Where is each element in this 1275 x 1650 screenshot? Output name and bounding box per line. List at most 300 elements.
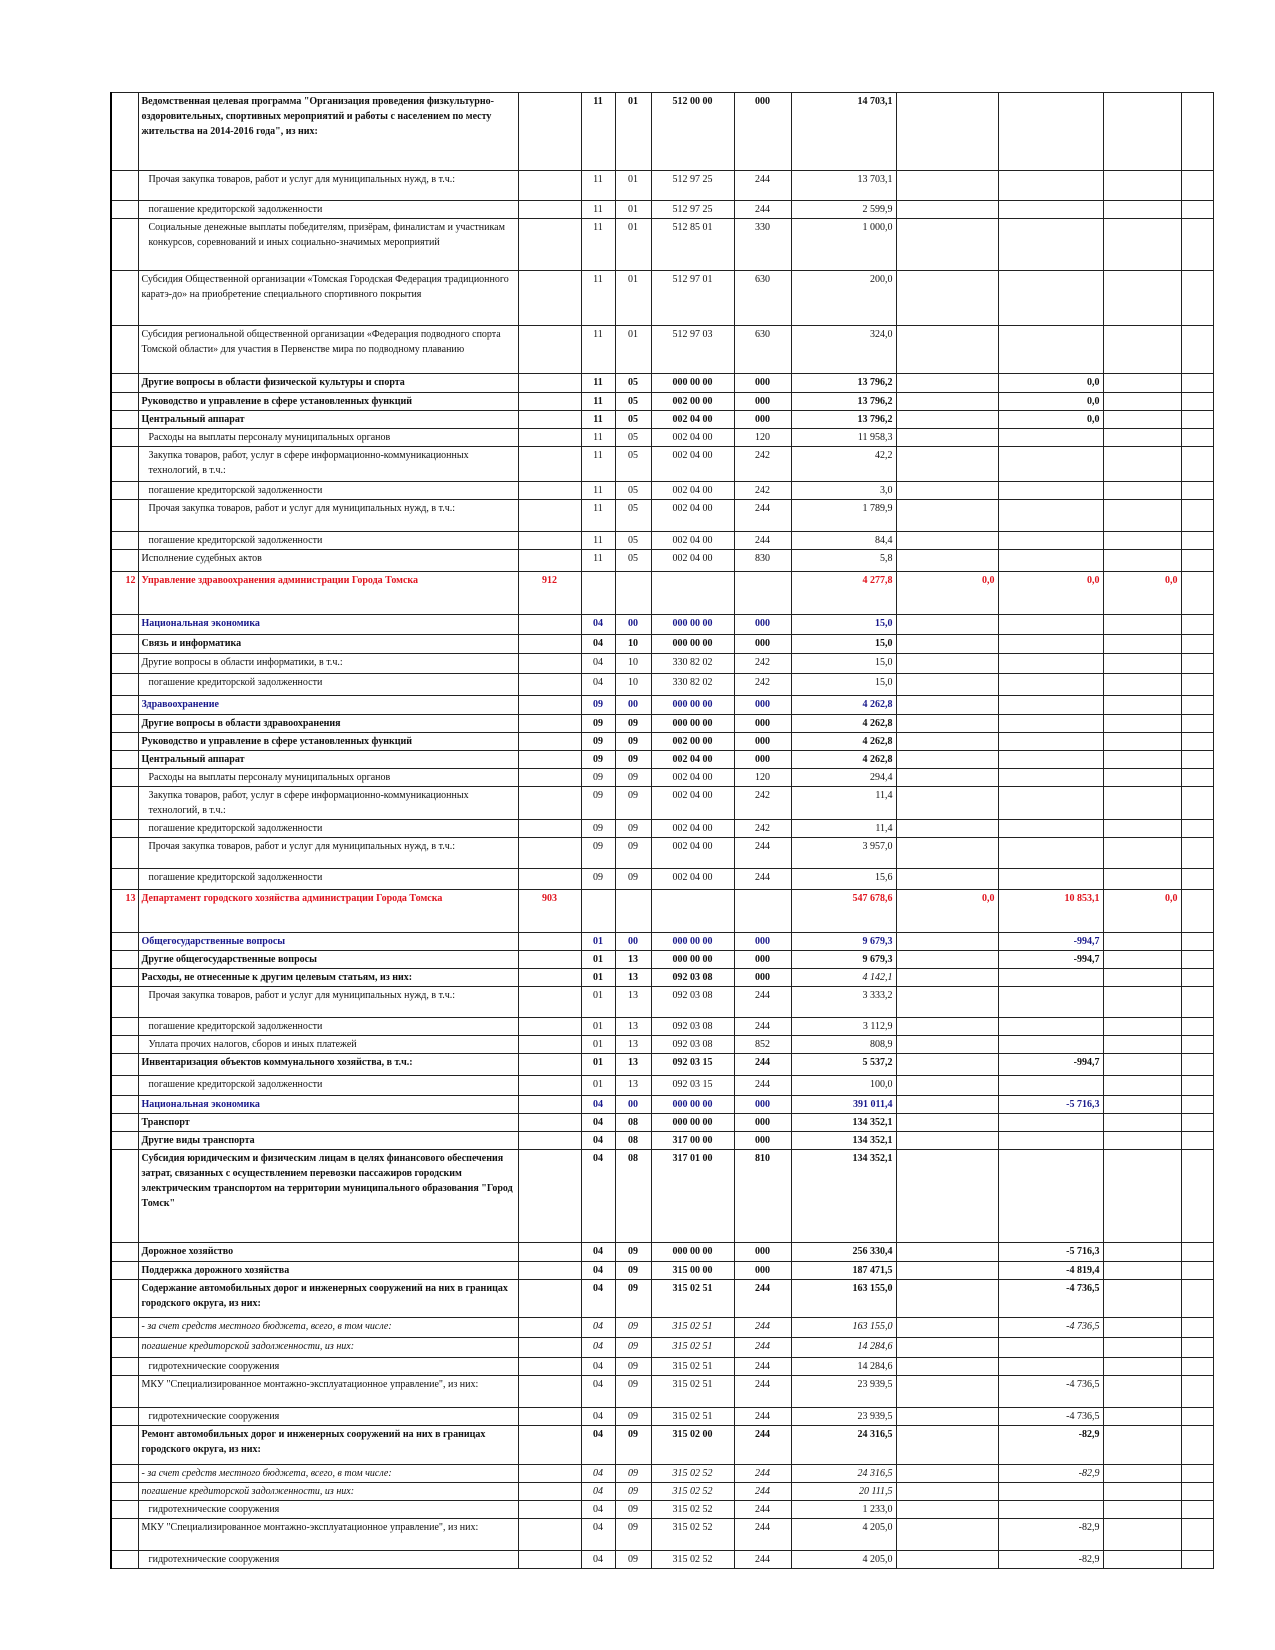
target-code: 315 02 51 [651, 1318, 734, 1338]
change-col-1 [896, 393, 998, 411]
subsection-code: 09 [615, 733, 651, 751]
table-row [111, 1338, 1213, 1358]
item-name: гидротехнические сооружения [138, 1501, 518, 1519]
item-name: Другие виды транспорта [138, 1132, 518, 1150]
item-name: Здравоохранение [138, 696, 518, 715]
change-col-2: -5 716,3 [998, 1243, 1103, 1262]
target-code: 002 04 00 [651, 500, 734, 532]
row-number [111, 1150, 138, 1243]
extra-col [1181, 951, 1213, 969]
change-col-1 [896, 532, 998, 550]
dept-code [518, 500, 581, 532]
subsection-code: 13 [615, 1036, 651, 1054]
extra-col [1181, 271, 1213, 326]
expense-type: 000 [734, 1243, 791, 1262]
row-number [111, 219, 138, 271]
subsection-code: 09 [615, 1376, 651, 1408]
expense-type: 000 [734, 1096, 791, 1114]
row-number: 13 [111, 890, 138, 933]
row-number [111, 1018, 138, 1036]
table-row [111, 635, 1213, 654]
change-col-1 [896, 1338, 998, 1358]
item-name: гидротехнические сооружения [138, 1551, 518, 1569]
section-code: 04 [581, 1483, 615, 1501]
change-col-3 [1103, 550, 1181, 572]
change-col-3 [1103, 838, 1181, 869]
subsection-code: 09 [615, 1262, 651, 1280]
amount: 5 537,2 [791, 1054, 896, 1076]
amount: 5,8 [791, 550, 896, 572]
dept-code [518, 696, 581, 715]
change-col-2 [998, 429, 1103, 447]
expense-type [734, 572, 791, 615]
row-number [111, 1318, 138, 1338]
change-col-2 [998, 500, 1103, 532]
row-number [111, 171, 138, 201]
change-col-2 [998, 1076, 1103, 1096]
change-col-2 [998, 733, 1103, 751]
dept-code [518, 635, 581, 654]
amount: 4 205,0 [791, 1519, 896, 1551]
subsection-code: 09 [615, 715, 651, 733]
change-col-1 [896, 1018, 998, 1036]
change-col-2: -4 736,5 [998, 1280, 1103, 1318]
item-name: Руководство и управление в сфере установленных функций [138, 393, 518, 411]
section-code: 04 [581, 615, 615, 635]
target-code: 000 00 00 [651, 1114, 734, 1132]
section-code: 09 [581, 769, 615, 787]
row-number: 12 [111, 572, 138, 615]
subsection-code: 10 [615, 674, 651, 696]
amount: 324,0 [791, 326, 896, 374]
amount: 84,4 [791, 532, 896, 550]
change-col-2 [998, 987, 1103, 1018]
section-code: 09 [581, 733, 615, 751]
target-code: 002 04 00 [651, 751, 734, 769]
amount: 134 352,1 [791, 1114, 896, 1132]
item-name: Закупка товаров, работ, услуг в сфере информационно-коммуникационных технологий, в т.ч.: [138, 447, 518, 482]
dept-code [518, 271, 581, 326]
item-name: погашение кредиторской задолженности [138, 674, 518, 696]
change-col-3 [1103, 532, 1181, 550]
target-code: 002 04 00 [651, 447, 734, 482]
extra-col [1181, 615, 1213, 635]
item-name: гидротехнические сооружения [138, 1408, 518, 1426]
row-number [111, 838, 138, 869]
change-col-3 [1103, 1551, 1181, 1569]
target-code: 002 04 00 [651, 550, 734, 572]
item-name: погашение кредиторской задолженности [138, 1018, 518, 1036]
expense-type: 244 [734, 1054, 791, 1076]
change-col-3 [1103, 219, 1181, 271]
dept-code [518, 1501, 581, 1519]
target-code: 000 00 00 [651, 615, 734, 635]
section-code: 11 [581, 271, 615, 326]
change-col-3 [1103, 654, 1181, 674]
change-col-2 [998, 201, 1103, 219]
section-code: 01 [581, 1018, 615, 1036]
change-col-3 [1103, 447, 1181, 482]
dept-code [518, 769, 581, 787]
change-col-3 [1103, 933, 1181, 951]
section-code: 01 [581, 1036, 615, 1054]
change-col-1 [896, 271, 998, 326]
expense-type: 000 [734, 733, 791, 751]
change-col-3 [1103, 951, 1181, 969]
dept-code [518, 820, 581, 838]
subsection-code [615, 890, 651, 933]
target-code: 512 97 25 [651, 171, 734, 201]
change-col-3 [1103, 1076, 1181, 1096]
change-col-2: -82,9 [998, 1551, 1103, 1569]
change-col-2 [998, 769, 1103, 787]
extra-col [1181, 715, 1213, 733]
change-col-3 [1103, 733, 1181, 751]
row-number [111, 1551, 138, 1569]
change-col-1 [896, 969, 998, 987]
subsection-code: 13 [615, 951, 651, 969]
row-number [111, 1262, 138, 1280]
change-col-2: 10 853,1 [998, 890, 1103, 933]
change-col-1: 0,0 [896, 890, 998, 933]
change-col-3 [1103, 635, 1181, 654]
expense-type: 244 [734, 1483, 791, 1501]
dept-code [518, 987, 581, 1018]
dept-code [518, 969, 581, 987]
change-col-2 [998, 869, 1103, 890]
amount: 15,0 [791, 674, 896, 696]
change-col-1: 0,0 [896, 572, 998, 615]
extra-col [1181, 933, 1213, 951]
change-col-3 [1103, 969, 1181, 987]
change-col-3 [1103, 1036, 1181, 1054]
expense-type: 000 [734, 933, 791, 951]
extra-col [1181, 674, 1213, 696]
subsection-code: 13 [615, 1018, 651, 1036]
expense-type: 242 [734, 787, 791, 820]
subsection-code: 10 [615, 635, 651, 654]
change-col-2: -4 736,5 [998, 1318, 1103, 1338]
change-col-3 [1103, 374, 1181, 393]
amount: 391 011,4 [791, 1096, 896, 1114]
table-row [111, 951, 1213, 969]
subsection-code: 08 [615, 1132, 651, 1150]
target-code: 512 97 03 [651, 326, 734, 374]
expense-type: 242 [734, 482, 791, 500]
expense-type: 244 [734, 1465, 791, 1483]
expense-type: 000 [734, 715, 791, 733]
change-col-3 [1103, 1483, 1181, 1501]
section-code: 04 [581, 1501, 615, 1519]
amount: 13 703,1 [791, 171, 896, 201]
change-col-2: -82,9 [998, 1465, 1103, 1483]
expense-type: 830 [734, 550, 791, 572]
table-row [111, 615, 1213, 635]
item-name: Социальные денежные выплаты победителям, призёрам, финалистам и участникам конкурсов, соревнований и иных социально-значимых мероприятий [138, 219, 518, 271]
change-col-1 [896, 820, 998, 838]
dept-code [518, 838, 581, 869]
table-row [111, 219, 1213, 271]
change-col-1 [896, 696, 998, 715]
row-number [111, 1408, 138, 1426]
table-row [111, 890, 1213, 933]
target-code: 000 00 00 [651, 1096, 734, 1114]
section-code: 04 [581, 1358, 615, 1376]
extra-col [1181, 326, 1213, 374]
change-col-3: 0,0 [1103, 572, 1181, 615]
table-row [111, 572, 1213, 615]
target-code: 512 85 01 [651, 219, 734, 271]
subsection-code: 05 [615, 550, 651, 572]
row-number [111, 715, 138, 733]
expense-type: 242 [734, 447, 791, 482]
change-col-2 [998, 654, 1103, 674]
change-col-2 [998, 171, 1103, 201]
expense-type: 244 [734, 532, 791, 550]
row-number [111, 447, 138, 482]
change-col-1 [896, 1076, 998, 1096]
subsection-code: 09 [615, 1465, 651, 1483]
target-code: 317 01 00 [651, 1150, 734, 1243]
row-number [111, 500, 138, 532]
extra-col [1181, 572, 1213, 615]
change-col-2 [998, 838, 1103, 869]
extra-col [1181, 1096, 1213, 1114]
expense-type: 000 [734, 393, 791, 411]
subsection-code [615, 572, 651, 615]
extra-col [1181, 374, 1213, 393]
extra-col [1181, 500, 1213, 532]
amount: 200,0 [791, 271, 896, 326]
extra-col [1181, 447, 1213, 482]
change-col-1 [896, 1408, 998, 1426]
extra-col [1181, 1426, 1213, 1465]
extra-col [1181, 219, 1213, 271]
target-code: 315 02 51 [651, 1358, 734, 1376]
table-row [111, 1036, 1213, 1054]
item-name: Субсидия юридическим и физическим лицам в целях финансового обеспечения затрат, связанных с осуществлением перевозки пассажиров городским электрическим транспортом на территории муниципального образования "Город Томск" [138, 1150, 518, 1243]
extra-col [1181, 733, 1213, 751]
subsection-code: 09 [615, 769, 651, 787]
section-code: 11 [581, 429, 615, 447]
expense-type: 000 [734, 411, 791, 429]
section-code: 01 [581, 987, 615, 1018]
row-number [111, 969, 138, 987]
table-row [111, 1114, 1213, 1132]
item-name: Дорожное хозяйство [138, 1243, 518, 1262]
subsection-code: 05 [615, 482, 651, 500]
target-code: 000 00 00 [651, 933, 734, 951]
row-number [111, 1519, 138, 1551]
change-col-2 [998, 1036, 1103, 1054]
subsection-code: 00 [615, 696, 651, 715]
change-col-1 [896, 429, 998, 447]
change-col-2 [998, 219, 1103, 271]
change-col-3 [1103, 1338, 1181, 1358]
expense-type: 244 [734, 171, 791, 201]
amount: 4 142,1 [791, 969, 896, 987]
change-col-1 [896, 171, 998, 201]
section-code: 04 [581, 1114, 615, 1132]
item-name: Ремонт автомобильных дорог и инженерных сооружений на них в границах городского округа, из них: [138, 1426, 518, 1465]
change-col-1 [896, 93, 998, 171]
change-col-2 [998, 674, 1103, 696]
section-code [581, 890, 615, 933]
extra-col [1181, 1408, 1213, 1426]
table-row [111, 787, 1213, 820]
change-col-1 [896, 500, 998, 532]
change-col-1 [896, 769, 998, 787]
target-code: 512 97 01 [651, 271, 734, 326]
change-col-3 [1103, 1358, 1181, 1376]
expense-type: 244 [734, 1519, 791, 1551]
amount: 11 958,3 [791, 429, 896, 447]
extra-col [1181, 969, 1213, 987]
target-code: 000 00 00 [651, 1243, 734, 1262]
change-col-1 [896, 219, 998, 271]
table-row [111, 1243, 1213, 1262]
section-code: 01 [581, 933, 615, 951]
target-code: 002 04 00 [651, 820, 734, 838]
change-col-2: 0,0 [998, 374, 1103, 393]
change-col-3 [1103, 987, 1181, 1018]
change-col-1 [896, 1376, 998, 1408]
amount: 11,4 [791, 787, 896, 820]
target-code: 002 04 00 [651, 532, 734, 550]
change-col-3 [1103, 1262, 1181, 1280]
expense-type: 000 [734, 1262, 791, 1280]
target-code: 330 82 02 [651, 674, 734, 696]
amount: 13 796,2 [791, 393, 896, 411]
dept-code [518, 1426, 581, 1465]
amount: 256 330,4 [791, 1243, 896, 1262]
amount: 15,0 [791, 615, 896, 635]
change-col-1 [896, 1114, 998, 1132]
table-row [111, 1262, 1213, 1280]
change-col-1 [896, 733, 998, 751]
change-col-1 [896, 1243, 998, 1262]
extra-col [1181, 1318, 1213, 1338]
table-row [111, 696, 1213, 715]
extra-col [1181, 393, 1213, 411]
change-col-2 [998, 1358, 1103, 1376]
amount: 4 205,0 [791, 1551, 896, 1569]
item-name: Прочая закупка товаров, работ и услуг для муниципальных нужд, в т.ч.: [138, 500, 518, 532]
expense-type: 244 [734, 1551, 791, 1569]
change-col-3 [1103, 411, 1181, 429]
extra-col [1181, 838, 1213, 869]
extra-col [1181, 1358, 1213, 1376]
item-name: Расходы на выплаты персоналу муниципальных органов [138, 769, 518, 787]
row-number [111, 615, 138, 635]
change-col-3 [1103, 869, 1181, 890]
item-name: Ведомственная целевая программа "Организация проведения физкультурно-оздоровительных, спортивных мероприятий и работы с населением по месту жительства на 2014-2016 года", из них: [138, 93, 518, 171]
table-row [111, 1465, 1213, 1483]
expense-type: 244 [734, 201, 791, 219]
change-col-1 [896, 1150, 998, 1243]
item-name: погашение кредиторской задолженности [138, 820, 518, 838]
subsection-code: 13 [615, 987, 651, 1018]
change-col-2: -4 819,4 [998, 1262, 1103, 1280]
item-name: погашение кредиторской задолженности [138, 1076, 518, 1096]
amount: 134 352,1 [791, 1132, 896, 1150]
subsection-code: 09 [615, 787, 651, 820]
section-code: 04 [581, 1338, 615, 1358]
item-name: погашение кредиторской задолженности [138, 482, 518, 500]
table-row [111, 1054, 1213, 1076]
subsection-code: 09 [615, 1551, 651, 1569]
target-code: 002 04 00 [651, 411, 734, 429]
extra-col [1181, 1551, 1213, 1569]
change-col-2 [998, 1483, 1103, 1501]
dept-code [518, 751, 581, 769]
section-code: 04 [581, 1280, 615, 1318]
dept-code [518, 1358, 581, 1376]
target-code: 315 02 52 [651, 1551, 734, 1569]
table-row [111, 733, 1213, 751]
item-name: Расходы на выплаты персоналу муниципальных органов [138, 429, 518, 447]
item-name: погашение кредиторской задолженности [138, 201, 518, 219]
change-col-2: -994,7 [998, 933, 1103, 951]
change-col-3 [1103, 393, 1181, 411]
target-code: 000 00 00 [651, 715, 734, 733]
row-number [111, 1114, 138, 1132]
change-col-1 [896, 1096, 998, 1114]
dept-code [518, 615, 581, 635]
item-name: Содержание автомобильных дорог и инженерных сооружений на них в границах городского округа, из них: [138, 1280, 518, 1318]
dept-code [518, 1465, 581, 1483]
extra-col [1181, 787, 1213, 820]
target-code: 315 02 51 [651, 1376, 734, 1408]
amount: 1 000,0 [791, 219, 896, 271]
extra-col [1181, 1132, 1213, 1150]
table-row [111, 674, 1213, 696]
target-code: 002 04 00 [651, 769, 734, 787]
expense-type: 244 [734, 987, 791, 1018]
amount: 163 155,0 [791, 1318, 896, 1338]
target-code: 315 02 52 [651, 1519, 734, 1551]
row-number [111, 733, 138, 751]
section-code: 09 [581, 751, 615, 769]
amount: 547 678,6 [791, 890, 896, 933]
dept-code [518, 1280, 581, 1318]
expense-type: 000 [734, 615, 791, 635]
dept-code [518, 1018, 581, 1036]
target-code: 002 04 00 [651, 838, 734, 869]
subsection-code: 13 [615, 969, 651, 987]
table-row [111, 1132, 1213, 1150]
expense-type: 120 [734, 429, 791, 447]
item-name: Уплата прочих налогов, сборов и иных платежей [138, 1036, 518, 1054]
extra-col [1181, 1036, 1213, 1054]
change-col-1 [896, 1280, 998, 1318]
table-row [111, 482, 1213, 500]
expense-type: 244 [734, 1076, 791, 1096]
subsection-code: 05 [615, 411, 651, 429]
row-number [111, 1036, 138, 1054]
change-col-1 [896, 933, 998, 951]
item-name: Расходы, не отнесенные к другим целевым статьям, из них: [138, 969, 518, 987]
subsection-code: 09 [615, 1358, 651, 1376]
change-col-2 [998, 751, 1103, 769]
change-col-3 [1103, 674, 1181, 696]
item-name: Связь и информатика [138, 635, 518, 654]
change-col-1 [896, 326, 998, 374]
expense-type: 244 [734, 869, 791, 890]
item-name: Прочая закупка товаров, работ и услуг для муниципальных нужд, в т.ч.: [138, 838, 518, 869]
dept-code [518, 1262, 581, 1280]
change-col-1 [896, 201, 998, 219]
